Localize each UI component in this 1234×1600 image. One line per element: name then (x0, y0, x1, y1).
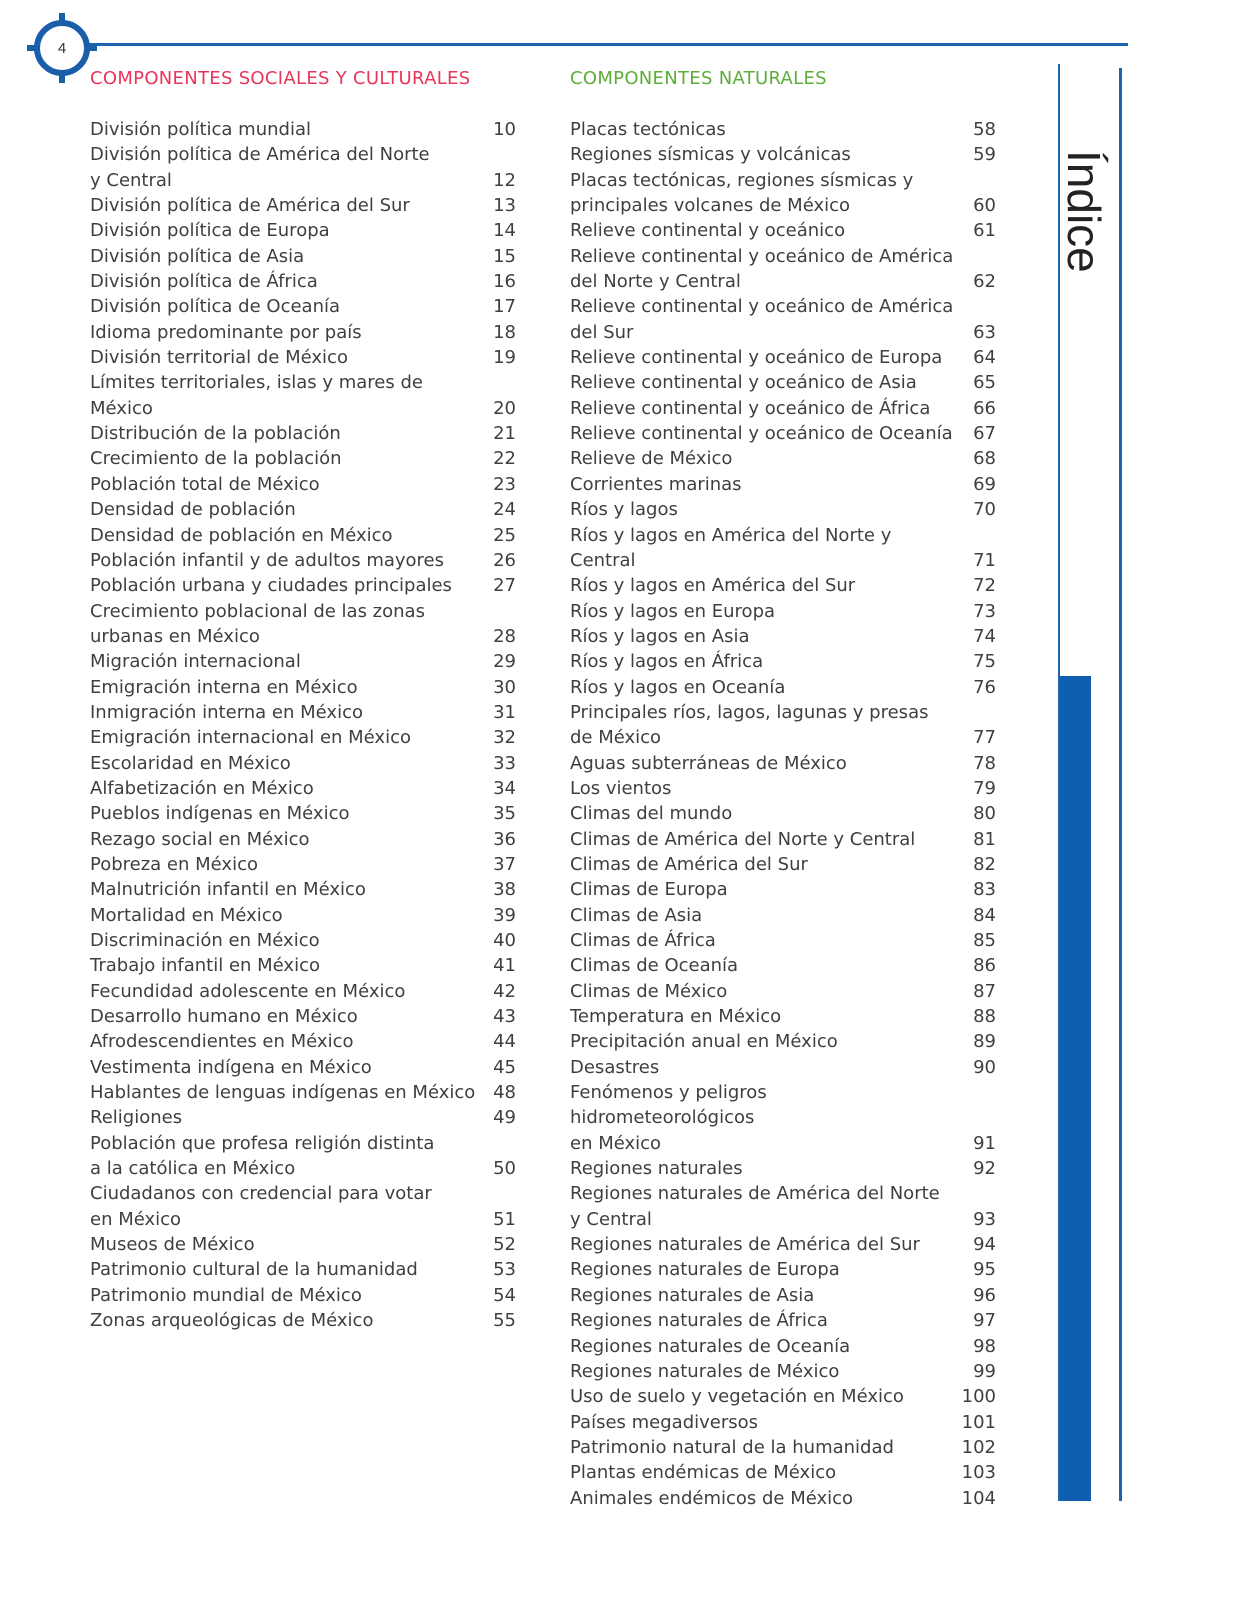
toc-entry-title: Regiones naturales de Oceanía (570, 1335, 851, 1357)
toc-entry[interactable] (90, 1181, 516, 1232)
toc-entry-title: Alfabetización en México (90, 777, 314, 799)
toc-entry[interactable] (570, 1232, 996, 1257)
toc-entry[interactable] (90, 877, 516, 902)
toc-entry-page: 64 (973, 347, 996, 369)
toc-entry-page: 68 (973, 448, 996, 470)
toc-entry[interactable] (570, 877, 996, 902)
toc-entry[interactable] (570, 472, 996, 497)
toc-entry-page: 55 (493, 1310, 516, 1332)
toc-entry-title: Migración internacional (90, 651, 301, 673)
toc-entry-title: Discriminación en México (90, 930, 320, 951)
toc-entry[interactable] (90, 700, 516, 725)
toc-entry-page: 74 (973, 625, 996, 647)
toc-entry-title: Pueblos indígenas en México (90, 803, 350, 825)
toc-entry-page: 72 (973, 575, 996, 597)
toc-entry-page: 93 (973, 1208, 996, 1230)
toc-entry-page: 28 (493, 625, 516, 647)
toc-entry-title: Regiones naturales de América del Sur (570, 1234, 920, 1256)
index-title: Índice (1058, 150, 1110, 273)
toc-entry-page: 48 (493, 1082, 516, 1104)
toc-entry-page: 86 (973, 955, 996, 977)
toc-entry[interactable] (90, 294, 516, 319)
toc-entry[interactable] (90, 1105, 516, 1130)
toc-entry-title: Uso de suelo y vegetación en México (570, 1386, 904, 1408)
toc-entry-title: Rezago social en México (90, 828, 310, 850)
toc-entry[interactable] (570, 1181, 996, 1232)
toc-entry-title: Relieve continental y oceánico (570, 220, 846, 242)
toc-entry-title: División política de Asia (90, 245, 305, 267)
toc-entry-page: 23 (493, 473, 516, 495)
toc-entry[interactable] (90, 446, 516, 471)
toc-entry-page: 16 (493, 271, 516, 293)
toc-entry-page: 35 (493, 803, 516, 825)
toc-entry-page: 61 (973, 220, 996, 242)
toc-entry-page: 100 (961, 1386, 996, 1408)
toc-entry-page: 77 (973, 727, 996, 749)
toc-entry-page: 101 (961, 1411, 996, 1433)
toc-entry-page: 27 (493, 575, 516, 597)
toc-entry[interactable] (90, 421, 516, 446)
toc-entry-title: Zonas arqueológicas de México (90, 1310, 374, 1332)
toc-entry-title: División política de Oceanía (90, 296, 341, 318)
toc-entry[interactable] (90, 1308, 516, 1333)
toc-entry[interactable] (570, 421, 996, 446)
toc-entry-title: Ríos y lagos en Europa (570, 600, 776, 622)
toc-entry-page: 32 (493, 727, 516, 749)
toc-entry[interactable] (570, 218, 996, 243)
toc-entry-page: 73 (973, 600, 996, 622)
toc-entry[interactable] (90, 675, 516, 700)
natural-components-list (570, 117, 996, 1511)
toc-entry-page: 14 (493, 220, 516, 242)
toc-entry-title: Climas de Asia (570, 904, 703, 926)
toc-entry[interactable] (570, 1410, 996, 1435)
toc-entry-page: 19 (493, 347, 516, 369)
toc-entry[interactable] (90, 1232, 516, 1257)
toc-entry-title: Religiones (90, 1107, 183, 1129)
toc-entry-title: Desarrollo humano en México (90, 1006, 358, 1028)
page-number-badge (34, 20, 90, 76)
toc-entry-page: 59 (973, 144, 996, 166)
toc-entry-page: 54 (493, 1284, 516, 1306)
toc-entry[interactable] (90, 801, 516, 826)
toc-entry-page: 39 (493, 904, 516, 926)
toc-entry-page: 95 (973, 1259, 996, 1281)
badge-tick (27, 45, 36, 51)
toc-entry-title: Mortalidad en México (90, 904, 283, 926)
toc-entry-title: Regiones naturales (570, 1158, 743, 1180)
toc-entry[interactable] (570, 1334, 996, 1359)
toc-entry[interactable] (570, 1080, 996, 1156)
toc-entry-page: 99 (973, 1360, 996, 1382)
toc-entry-page: 81 (973, 828, 996, 850)
toc-entry-page: 58 (973, 119, 996, 140)
toc-entry-page: 13 (493, 195, 516, 217)
toc-entry-title: Emigración interna en México (90, 676, 358, 698)
toc-entry[interactable] (90, 725, 516, 750)
toc-entry-title: Malnutrición infantil en México (90, 879, 366, 901)
toc-entry-page: 78 (973, 752, 996, 774)
header-rule (84, 43, 1128, 46)
toc-entry-title: División política de África (90, 271, 318, 293)
toc-entry-title: Países megadiversos (570, 1411, 759, 1433)
toc-entry-title: Climas de África (570, 930, 716, 951)
toc-entry[interactable] (570, 1004, 996, 1029)
toc-entry-page: 102 (961, 1436, 996, 1458)
toc-entry[interactable] (90, 193, 516, 218)
toc-entry[interactable] (570, 1257, 996, 1282)
toc-entry-page: 51 (493, 1208, 516, 1230)
toc-entry-title: Ríos y lagos en África (570, 651, 764, 673)
toc-entry-page: 92 (973, 1158, 996, 1180)
toc-entry[interactable] (90, 827, 516, 852)
toc-entry-title: Precipitación anual en México (570, 1031, 838, 1053)
toc-entry-page: 79 (973, 777, 996, 799)
toc-entry-page: 34 (493, 777, 516, 799)
toc-entry-title: Climas de América del Sur (570, 853, 808, 875)
toc-entry-page: 69 (973, 473, 996, 495)
toc-entry[interactable] (570, 1435, 996, 1460)
toc-entry-page: 87 (973, 980, 996, 1002)
toc-entry[interactable] (570, 1384, 996, 1409)
toc-entry-title: Placas tectónicas (570, 119, 726, 140)
toc-entry[interactable] (570, 903, 996, 928)
social-components-list (90, 117, 516, 1334)
toc-entry-page: 20 (493, 397, 516, 419)
toc-entry[interactable] (90, 472, 516, 497)
toc-entry[interactable] (90, 117, 516, 142)
toc-entry-title: Regiones naturales de Asia (570, 1284, 815, 1306)
toc-entry-page: 90 (973, 1056, 996, 1078)
toc-entry-page: 83 (973, 879, 996, 901)
toc-entry-page: 29 (493, 651, 516, 673)
toc-entry-page: 88 (973, 1006, 996, 1028)
toc-entry[interactable] (90, 928, 516, 953)
toc-entry-title: Hablantes de lenguas indígenas en México (90, 1082, 476, 1104)
toc-entry-title: Afrodescendientes en México (90, 1031, 354, 1053)
toc-entry-page: 70 (973, 499, 996, 521)
toc-entry[interactable] (90, 497, 516, 522)
toc-entry-page: 17 (493, 296, 516, 318)
toc-entry-title: Relieve continental y oceánico de Oceanía (570, 423, 953, 445)
toc-entry-title: Patrimonio natural de la humanidad (570, 1436, 894, 1458)
toc-entry[interactable] (90, 776, 516, 801)
toc-entry-title: Aguas subterráneas de México (570, 752, 847, 774)
toc-entry[interactable] (570, 599, 996, 624)
toc-entry-title: División política de Europa (90, 220, 330, 242)
toc-entry[interactable] (90, 751, 516, 776)
toc-entry[interactable] (570, 801, 996, 826)
toc-entry-title: Relieve continental y oceánico de América del Sur (570, 296, 954, 343)
toc-entry[interactable] (570, 776, 996, 801)
toc-entry[interactable] (90, 1283, 516, 1308)
toc-entry[interactable] (90, 370, 516, 421)
toc-entry[interactable] (570, 1308, 996, 1333)
toc-entry-title: Patrimonio cultural de la humanidad (90, 1259, 418, 1281)
toc-entry-page: 76 (973, 676, 996, 698)
toc-entry-title: Ríos y lagos (570, 499, 678, 521)
toc-entry[interactable] (570, 1156, 996, 1181)
toc-entry[interactable] (570, 345, 996, 370)
toc-entry[interactable] (90, 523, 516, 548)
toc-entry-page: 12 (493, 169, 516, 191)
toc-entry[interactable] (90, 548, 516, 573)
toc-entry-page: 49 (493, 1107, 516, 1129)
toc-entry-page: 50 (493, 1158, 516, 1180)
toc-entry-title: Ríos y lagos en Asia (570, 625, 750, 647)
toc-entry-title: Ríos y lagos en América del Norte y Central (570, 524, 892, 571)
toc-entry-page: 80 (973, 803, 996, 825)
toc-entry-title: Relieve continental y oceánico de América del Norte y Central (570, 245, 954, 293)
toc-entry-title: Climas de Oceanía (570, 955, 739, 977)
toc-entry-page: 65 (973, 372, 996, 394)
toc-entry-page: 44 (493, 1031, 516, 1053)
toc-entry-title: Placas tectónicas, regiones sísmicas y principales volcanes de México (570, 169, 914, 217)
toc-entry-page: 33 (493, 752, 516, 774)
toc-entry-page: 53 (493, 1259, 516, 1281)
toc-entry[interactable] (570, 852, 996, 877)
toc-entry[interactable] (570, 675, 996, 700)
toc-entry-page: 60 (973, 195, 996, 217)
toc-entry[interactable] (570, 953, 996, 978)
toc-entry[interactable] (570, 827, 996, 852)
toc-entry-title: Fenómenos y peligros hidrometeorológicos en México (570, 1082, 767, 1154)
toc-entry[interactable] (90, 1055, 516, 1080)
toc-entry[interactable] (570, 1460, 996, 1485)
toc-entry-page: 38 (493, 879, 516, 901)
toc-entry-title: Animales endémicos de México (570, 1487, 854, 1509)
toc-entry[interactable] (90, 953, 516, 978)
toc-entry-page: 30 (493, 676, 516, 698)
toc-entry-title: Ríos y lagos en América del Sur (570, 575, 856, 597)
toc-entry[interactable] (570, 446, 996, 471)
toc-entry-title: Población total de México (90, 473, 320, 495)
toc-entry[interactable] (90, 649, 516, 674)
toc-entry[interactable] (570, 1283, 996, 1308)
toc-entry[interactable] (570, 979, 996, 1004)
toc-entry-title: Climas de Europa (570, 879, 728, 901)
toc-entry-title: Regiones naturales de Europa (570, 1259, 840, 1281)
toc-entry-page: 82 (973, 853, 996, 875)
toc-entry-page: 36 (493, 828, 516, 850)
toc-entry-page: 103 (961, 1462, 996, 1484)
toc-entry-title: Desastres (570, 1056, 660, 1078)
toc-entry-page: 45 (493, 1056, 516, 1078)
toc-entry[interactable] (570, 624, 996, 649)
badge-tick (59, 74, 65, 83)
toc-entry[interactable] (90, 979, 516, 1004)
toc-entry-page: 26 (493, 549, 516, 571)
toc-entry[interactable] (570, 497, 996, 522)
toc-entry-title: Regiones sísmicas y volcánicas (570, 144, 851, 166)
toc-entry[interactable] (90, 142, 516, 193)
toc-entry-title: Límites territoriales, islas y mares de México (90, 372, 423, 419)
toc-entry[interactable] (570, 244, 996, 295)
toc-entry-page: 89 (973, 1031, 996, 1053)
toc-entry-title: Principales ríos, lagos, lagunas y presas de México (570, 701, 929, 749)
toc-entry[interactable] (570, 370, 996, 395)
toc-entry-title: Museos de México (90, 1234, 255, 1256)
toc-entry[interactable] (90, 244, 516, 269)
toc-entry-page: 25 (493, 524, 516, 546)
toc-entry-title: Patrimonio mundial de México (90, 1284, 362, 1306)
social-components-heading: COMPONENTES SOCIALES Y CULTURALES (90, 68, 471, 89)
toc-entry-page: 62 (973, 271, 996, 293)
toc-entry-title: Relieve continental y oceánico de África (570, 397, 931, 419)
toc-entry-page: 96 (973, 1284, 996, 1306)
toc-entry[interactable] (90, 269, 516, 294)
toc-entry-title: División política mundial (90, 119, 311, 140)
toc-entry[interactable] (90, 852, 516, 877)
toc-entry[interactable] (90, 218, 516, 243)
toc-entry-title: Relieve continental y oceánico de Europa (570, 347, 943, 369)
toc-entry[interactable] (90, 1080, 516, 1105)
toc-entry-page: 67 (973, 423, 996, 445)
badge-tick (88, 45, 97, 51)
toc-entry-title: Población que profesa religión distinta a la católica en México (90, 1132, 435, 1180)
toc-entry[interactable] (570, 700, 996, 751)
toc-entry-title: Temperatura en México (570, 1006, 782, 1028)
toc-entry-title: Corrientes marinas (570, 473, 742, 495)
toc-entry[interactable] (570, 294, 996, 345)
toc-entry-page: 66 (973, 397, 996, 419)
side-tab-rule-outer (1119, 68, 1122, 1501)
toc-entry[interactable] (90, 573, 516, 598)
toc-entry-page: 21 (493, 423, 516, 445)
toc-entry-page: 71 (973, 549, 996, 571)
badge-tick (59, 13, 65, 22)
toc-entry-title: Climas de México (570, 980, 728, 1002)
toc-entry[interactable] (570, 751, 996, 776)
natural-components-heading: COMPONENTES NATURALES (570, 68, 827, 89)
toc-entry-title: División territorial de México (90, 347, 348, 369)
toc-entry-page: 40 (493, 930, 516, 951)
toc-entry[interactable] (570, 117, 996, 142)
toc-entry-page: 104 (961, 1487, 996, 1509)
toc-entry-title: Relieve de México (570, 448, 733, 470)
toc-entry-page: 37 (493, 853, 516, 875)
toc-entry-page: 15 (493, 245, 516, 267)
toc-entry-title: Relieve continental y oceánico de Asia (570, 372, 917, 394)
toc-entry[interactable] (570, 1359, 996, 1384)
toc-entry-title: Densidad de población en México (90, 524, 393, 546)
toc-entry-page: 97 (973, 1310, 996, 1332)
toc-entry-title: Fecundidad adolescente en México (90, 980, 406, 1002)
toc-entry[interactable] (570, 523, 996, 574)
toc-entry[interactable] (90, 1257, 516, 1282)
toc-entry-title: Los vientos (570, 777, 672, 799)
toc-entry-title: División política de América del Norte y Central (90, 144, 430, 191)
toc-entry[interactable] (90, 1004, 516, 1029)
toc-entry-title: Regiones naturales de México (570, 1360, 840, 1382)
toc-entry-page: 91 (973, 1132, 996, 1154)
toc-entry-title: Ríos y lagos en Oceanía (570, 676, 786, 698)
toc-entry-page: 85 (973, 930, 996, 951)
toc-entry-title: Idioma predominante por país (90, 321, 362, 343)
toc-entry[interactable] (570, 1486, 996, 1511)
toc-entry-title: Inmigración interna en México (90, 701, 363, 723)
toc-entry-title: Ciudadanos con credencial para votar en México (90, 1183, 432, 1230)
toc-entry-page: 84 (973, 904, 996, 926)
toc-entry[interactable] (570, 1055, 996, 1080)
toc-entry-title: División política de América del Sur (90, 195, 410, 217)
toc-entry-title: Plantas endémicas de México (570, 1462, 837, 1484)
toc-entry[interactable] (570, 142, 996, 167)
toc-entry-page: 31 (493, 701, 516, 723)
toc-entry-page: 43 (493, 1006, 516, 1028)
toc-entry-title: Población infantil y de adultos mayores (90, 549, 445, 571)
toc-entry-page: 98 (973, 1335, 996, 1357)
toc-entry-title: Crecimiento poblacional de las zonas urbanas en México (90, 600, 425, 647)
toc-entry-title: Distribución de la población (90, 423, 341, 445)
toc-entry-page: 42 (493, 980, 516, 1002)
toc-entry[interactable] (570, 928, 996, 953)
page-number: 4 (57, 39, 67, 57)
toc-entry-page: 41 (493, 955, 516, 977)
toc-entry[interactable] (570, 396, 996, 421)
toc-entry-page: 75 (973, 651, 996, 673)
toc-entry-page: 18 (493, 321, 516, 343)
toc-entry[interactable] (570, 1029, 996, 1054)
toc-entry-title: Trabajo infantil en México (90, 955, 320, 977)
toc-entry-title: Emigración internacional en México (90, 727, 411, 749)
side-tab-bar (1060, 676, 1091, 1501)
toc-entry[interactable] (90, 903, 516, 928)
toc-entry[interactable] (90, 345, 516, 370)
toc-entry-title: Vestimenta indígena en México (90, 1056, 372, 1078)
toc-entry[interactable] (90, 1131, 516, 1182)
toc-entry[interactable] (570, 649, 996, 674)
toc-entry-page: 52 (493, 1234, 516, 1256)
toc-entry-title: Población urbana y ciudades principales (90, 575, 452, 597)
toc-entry[interactable] (570, 168, 996, 219)
toc-entry-page: 24 (493, 499, 516, 521)
toc-entry[interactable] (90, 599, 516, 650)
toc-entry-title: Climas de América del Norte y Central (570, 828, 916, 850)
toc-entry-title: Escolaridad en México (90, 752, 291, 774)
toc-entry-page: 63 (973, 321, 996, 343)
toc-entry-page: 94 (973, 1234, 996, 1256)
toc-entry[interactable] (90, 320, 516, 345)
toc-entry-title: Densidad de población (90, 499, 296, 521)
toc-entry-title: Crecimiento de la población (90, 448, 342, 470)
toc-entry-page: 22 (493, 448, 516, 470)
toc-entry[interactable] (570, 573, 996, 598)
toc-entry-title: Regiones naturales de África (570, 1310, 828, 1332)
toc-entry[interactable] (90, 1029, 516, 1054)
toc-entry-title: Regiones naturales de América del Norte y Central (570, 1183, 940, 1230)
toc-entry-title: Climas del mundo (570, 803, 733, 825)
toc-entry-page: 10 (493, 119, 516, 140)
toc-entry-title: Pobreza en México (90, 853, 258, 875)
